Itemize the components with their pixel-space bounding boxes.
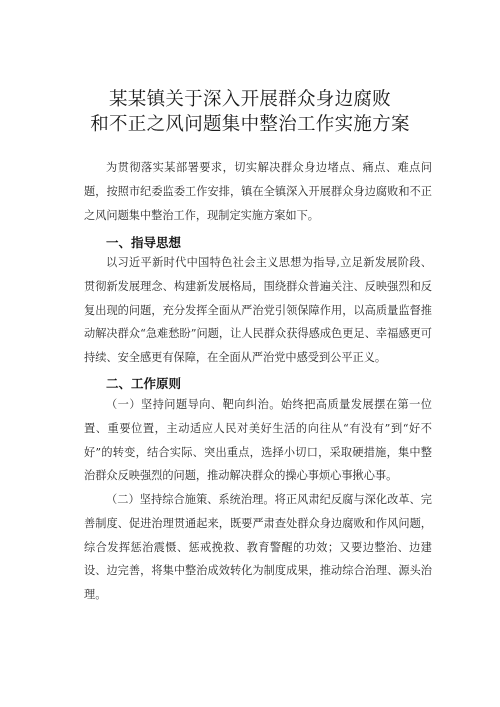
principle-2-paragraph: （二）坚持综合施策、系统治理。将正风肃纪反腐与深化改革、完善制度、促进治理贯通起来，既要严肃查处群众身边腐败和作风问题，综合发挥惩治震慑、惩戒挽救、教育警醒的功效；又要边整治、边建设、边完善，将集中整治成效转化为制度成果，推动综合治理、源头治理。 xyxy=(84,493,432,602)
document-title-line1: 某某镇关于深入开展群众身边腐败 xyxy=(108,89,391,110)
section-heading-work-principles: 二、工作原则 xyxy=(106,376,182,391)
guiding-thought-paragraph: 以习近平新时代中国特色社会主义思想为指导,立足新发展阶段、贯彻新发展理念、构建新发展格局，围绕群众普遍关注、反映强烈和反复出现的问题，充分发挥全面从严治党引领保障作用，以高质量监督推动解决群众“急难愁盼”问题，让人民群众获得感成色更足、幸福感更可持续、安全感更有保障，在全面从严治党中感受到公平正义。 xyxy=(84,256,432,365)
section-heading-guiding-thought: 一、指导思想 xyxy=(106,235,182,250)
document-title-line2: 和不正之风问题集中整治工作实施方案 xyxy=(90,114,410,135)
principle-1-paragraph: （一）坚持问题导向、靶向纠治。始终把高质量发展摆在第一位置、重要位置，主动适应人民对美好生活的向往从“有没有”到“好不好”的转变，结合实际、突出重点，选择小切口，采取硬措施，集中整治群众反映强烈的问题，推动解决群众的操心事烦心事揪心事。 xyxy=(84,398,432,483)
intro-paragraph: 为贯彻落实某部署要求，切实解决群众身边堵点、痛点、难点问题，按照市纪委监委工作安排，镇在全镇深入开展群众身边腐败和不正之风问题集中整治工作，现制定实施方案如下。 xyxy=(84,161,432,222)
